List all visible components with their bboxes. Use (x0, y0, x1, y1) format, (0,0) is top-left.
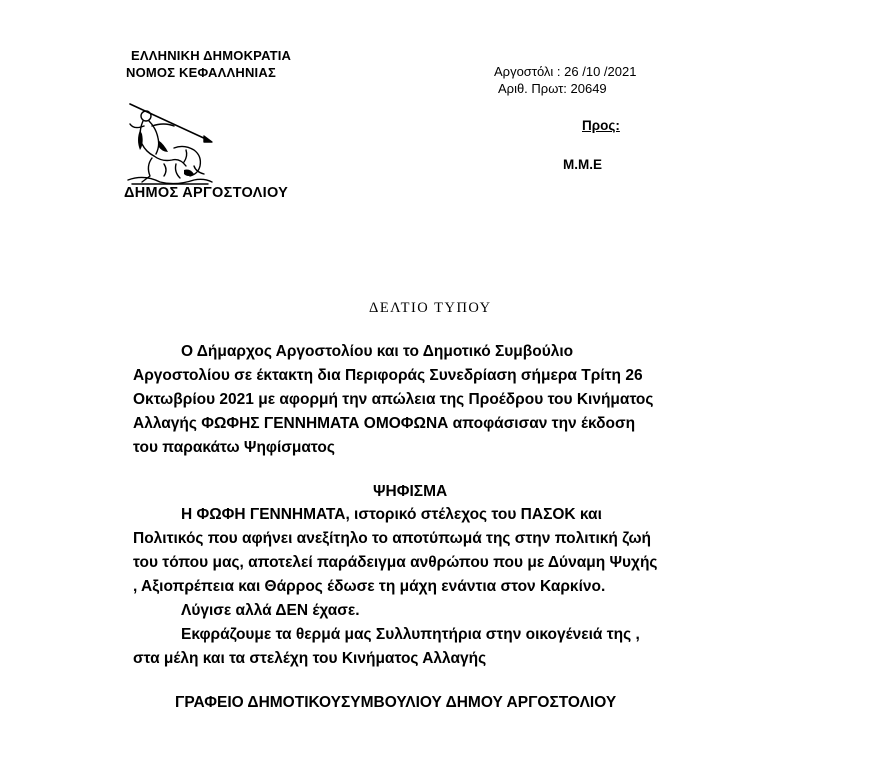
republic-heading: ΕΛΛΗΝΙΚΗ ΔΗΜΟΚΡΑΤΙΑ (131, 48, 292, 63)
intro-line: Αργοστολίου σε έκτακτη δια Περιφοράς Συνεδρίαση σήμερα Τρίτη 26 (133, 367, 643, 384)
intro-line: Οκτωβρίου 2021 με αφορμή την απώλεια της Προέδρου του Κινήματος (133, 391, 654, 408)
intro-line: Ο Δήμαρχος Αργοστολίου και το Δημοτικό Συμβούλιο (181, 343, 574, 360)
intro-paragraph (133, 340, 653, 460)
intro-line: Αλλαγής ΦΩΦΗΣ ΓΕΝΝΗΜΑΤΑ ΟΜΟΦΩΝΑ αποφάσισαν την έκδοση (133, 415, 636, 432)
resolution-line: Η ΦΩΦΗ ΓΕΝΝΗΜΑΤΑ, ιστορικό στέλεχος του ΠΑΣΟΚ και (181, 506, 602, 523)
resolution-line: Λύγισε αλλά ΔΕΝ έχασε. (181, 602, 360, 619)
date-line: Αργοστόλι : 26 /10 /2021 (494, 64, 637, 79)
resolution-heading: ΨΗΦΙΣΜΑ (373, 483, 448, 500)
resolution-line: Πολιτικός που αφήνει ανεξίτηλο το αποτύπωμά της στην πολιτική ζωή (133, 530, 652, 547)
resolution-line: στα μέλη και τα στελέχη του Κινήματος Αλλαγής (133, 650, 487, 667)
intro-line: του παρακάτω Ψηφίσματος (133, 439, 335, 456)
resolution-line: του τόπου μας, αποτελεί παράδειγμα ανθρώπου που με Δύναμη Ψυχής (133, 554, 658, 571)
prefecture-heading: ΝΟΜΟΣ ΚΕΦΑΛΛΗΝΙΑΣ (126, 65, 276, 80)
document-title: ΔΕΛΤΙΟ ΤΥΠΟΥ (369, 300, 492, 316)
municipality-emblem-icon (124, 100, 216, 188)
recipient: Μ.Μ.Ε (563, 157, 602, 172)
municipality-heading: ΔΗΜΟΣ ΑΡΓΟΣΤΟΛΙΟΥ (124, 185, 289, 201)
resolution-line: , Αξιοπρέπεια και Θάρρος έδωσε τη μάχη ενάντια στον Καρκίνο. (133, 578, 606, 595)
resolution-paragraph (133, 503, 658, 671)
resolution-line: Εκφράζουμε τα θερμά μας Συλλυπητήρια στην οικογένειά της , (181, 626, 640, 643)
signature: ΓΡΑΦΕΙΟ ΔΗΜΟΤΙΚΟΥΣΥΜΒΟΥΛΙΟΥ ΔΗΜΟΥ ΑΡΓΟΣΤΟΛΙΟΥ (175, 694, 617, 711)
protocol-number: Αριθ. Πρωτ: 20649 (498, 81, 607, 96)
recipient-label: Προς: (582, 118, 620, 133)
